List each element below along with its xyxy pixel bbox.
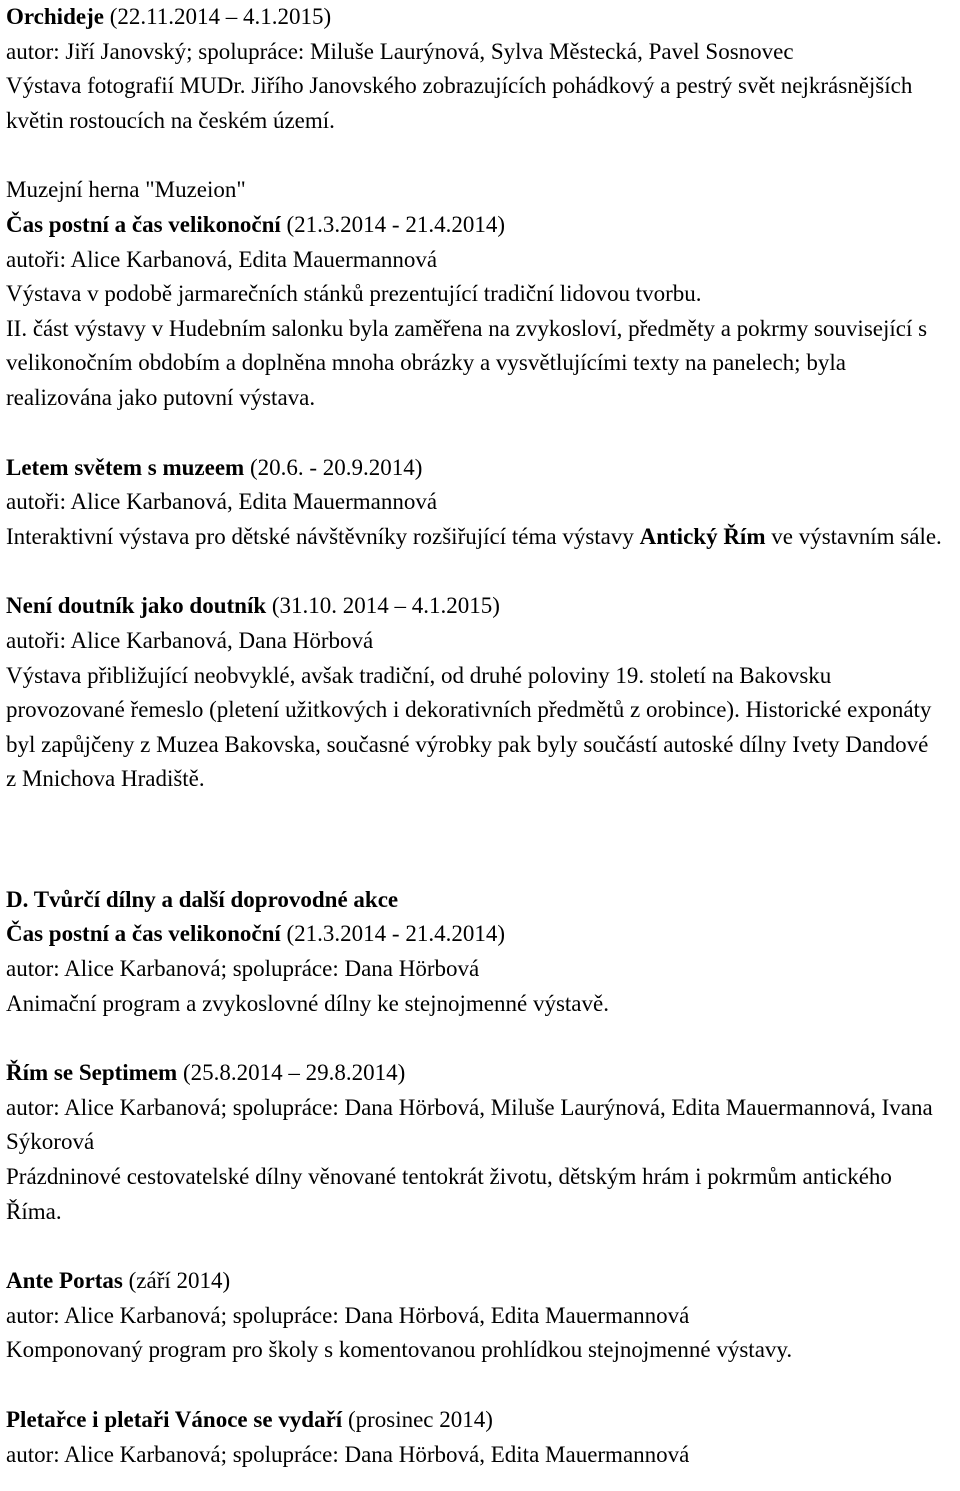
herna-description: Výstava v podobě jarmarečních stánků prezentující tradiční lidovou tvorbu. (6, 281, 702, 307)
rim-title: Řím se Septimem (6, 1060, 178, 1086)
letem-title: Letem světem s muzeem (6, 454, 245, 480)
dilny-heading (6, 917, 942, 952)
ante-dates: (září 2014) (122, 1268, 231, 1294)
ante-title: Ante Portas (6, 1268, 123, 1294)
herna-heading (6, 208, 942, 243)
orchideje-title: Orchideje (6, 4, 104, 29)
section-d-heading (6, 883, 942, 918)
doutnik-title: Není doutník jako doutník (6, 593, 267, 619)
herna-dates: (21.3.2014 - 21.4.2014) (280, 211, 505, 237)
ante-heading (6, 1264, 942, 1299)
orchideje-heading (6, 0, 942, 35)
letem-description-tail: ve výstavním sále. (765, 523, 942, 549)
rim-dates: (25.8.2014 – 29.8.2014) (177, 1060, 406, 1086)
letem-dates: (20.6. - 20.9.2014) (244, 454, 423, 480)
doutnik-heading (6, 589, 942, 624)
letem-description (6, 520, 942, 555)
herna-place: Muzejní herna "Muzeion" (6, 177, 246, 203)
rim-heading (6, 1056, 942, 1091)
rim-description: Prázdninové cestovatelské dílny věnované tentokrát životu, dětským hrám i pokrmům antického Říma. (6, 1164, 892, 1224)
letem-heading (6, 451, 942, 486)
pletarce-heading (6, 1403, 942, 1438)
doutnik-dates: (31.10. 2014 – 4.1.2015) (266, 593, 500, 619)
pletarce-authors: autor: Alice Karbanová; spolupráce: Dana Hörbová, Edita Mauermannová (6, 1441, 690, 1467)
dilny-description: Animační program a zvykoslovné dílny ke stejnojmenné výstavě. (6, 990, 609, 1016)
dilny-dates: (21.3.2014 - 21.4.2014) (280, 921, 505, 947)
herna-title: Čas postní a čas velikonoční (6, 211, 281, 237)
pletarce-dates: (prosinec 2014) (342, 1407, 493, 1432)
doutnik-authors: autoři: Alice Karbanová, Dana Hörbová (6, 627, 374, 653)
ante-description: Komponovaný program pro školy s komentovanou prohlídkou stejnojmenné výstavy. (6, 1337, 793, 1363)
orchideje-authors: autor: Jiří Janovský; spolupráce: Miluše Laurýnová, Sylva Městecká, Pavel Sosnovec (6, 38, 794, 64)
letem-authors: autoři: Alice Karbanová, Edita Mauermannová (6, 489, 438, 515)
letem-description-exhibition: Antický Řím (639, 523, 766, 549)
dilny-authors: autor: Alice Karbanová; spolupráce: Dana Hörbová (6, 956, 480, 982)
pletarce-title: Pletařce i pletaři Vánoce se vydaří (6, 1407, 343, 1432)
herna-authors: autoři: Alice Karbanová, Edita Mauermannová (6, 246, 438, 272)
ante-authors: autor: Alice Karbanová; spolupráce: Dana Hörbová, Edita Mauermannová (6, 1302, 690, 1328)
orchideje-description: Výstava fotografií MUDr. Jiřího Janovského zobrazujících pohádkový a pestrý svět nejkrásnějších květin rostoucích na českém území. (6, 73, 913, 133)
herna-description-2: II. část výstavy v Hudebním salonku byla zaměřena na zvykosloví, předměty a pokrmy související s velikonočním obdobím a doplněna mnoha obrázky a vysvětlujícími texty na panelech; byla realizována jako putovní výstava. (6, 315, 928, 410)
section-d-heading-text: D. Tvůrčí dílny a další doprovodné akce (6, 886, 399, 912)
rim-authors: autor: Alice Karbanová; spolupráce: Dana Hörbová, Miluše Laurýnová, Edita Mauermannová, Ivana Sýkorová (6, 1094, 933, 1155)
dilny-title: Čas postní a čas velikonoční (6, 921, 281, 947)
orchideje-dates: (22.11.2014 – 4.1.2015) (103, 4, 332, 29)
letem-description-text: Interaktivní výstava pro dětské návštěvníky rozšiřující téma výstavy (6, 523, 640, 549)
doutnik-description: Výstava přibližující neobvyklé, avšak tradiční, od druhé poloviny 19. století na Bakovsku provozované řemeslo (pletení užitkových i dekorativních předmětů z orobince). Historické exponáty byl zapůjčeny z Muzea Bakovska, současné výrobky pak byly součástí autoské dílny Ivety Dandové z Mnichova Hradiště. (6, 662, 932, 792)
